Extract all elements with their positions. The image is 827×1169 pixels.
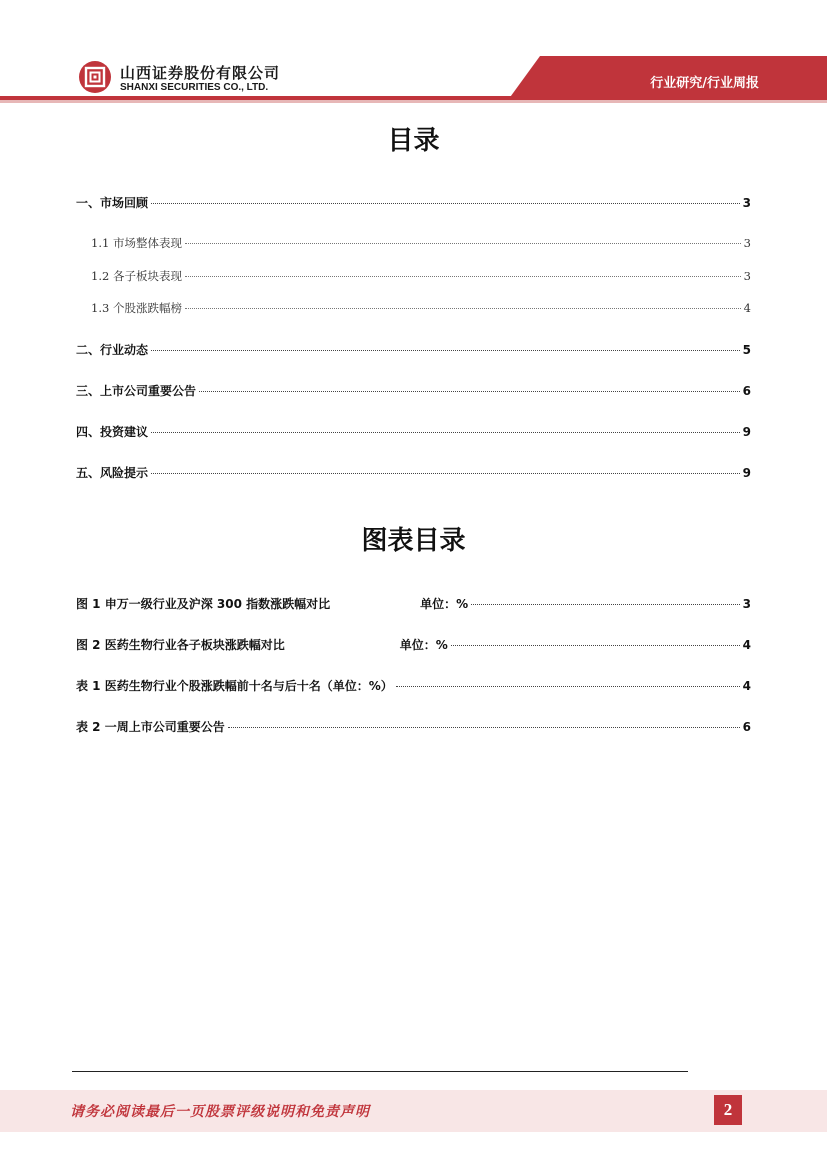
toc-entry-label: 1.1 市场整体表现 (91, 236, 182, 250)
table-entry-page: 4 (742, 679, 751, 693)
figure-entry-unit: 单位：% (420, 597, 469, 611)
report-category: 行业研究/行业周报 (650, 76, 759, 91)
figure-entry-unit: 单位：% (399, 638, 448, 652)
toc-subentry[interactable] (91, 235, 751, 251)
dot-leader (228, 727, 740, 728)
company-logo-icon (78, 60, 112, 94)
table-entry[interactable] (76, 677, 751, 694)
toc-entry-label: 1.3 个股涨跌幅榜 (91, 301, 182, 315)
dot-leader (151, 473, 740, 474)
figure-entry[interactable] (76, 595, 751, 612)
figure-entry-label: 图 2 医药生物行业各子板块涨跌幅对比 (76, 638, 285, 652)
toc-subentry[interactable] (91, 300, 751, 316)
toc-entry[interactable] (76, 464, 751, 481)
dot-leader (185, 243, 741, 244)
toc-entry-page: 6 (742, 384, 751, 398)
company-name-en: SHANXI SECURITIES CO., LTD. (120, 82, 269, 93)
toc-entry-page: 3 (743, 269, 751, 283)
dot-leader (199, 391, 740, 392)
toc-entry-page: 3 (743, 236, 751, 250)
dot-leader (471, 604, 739, 605)
figure-entry-page: 4 (742, 638, 751, 652)
figure-entry[interactable] (76, 636, 751, 653)
toc-entry[interactable] (76, 194, 751, 211)
page-number: 2 (714, 1095, 742, 1125)
toc-entry-label: 四、投资建议 (76, 425, 149, 439)
toc-entry[interactable] (76, 341, 751, 358)
page-header (0, 0, 827, 110)
toc-entry-page: 5 (742, 343, 751, 357)
table-entry[interactable] (76, 718, 751, 735)
figure-entry-page: 3 (742, 597, 751, 611)
toc-entry-label: 五、风险提示 (76, 466, 149, 480)
figures-toc-title: 图表目录 (361, 526, 466, 556)
toc-entry[interactable] (76, 382, 751, 399)
table-entry-label: 表 1 医药生物行业个股涨跌幅前十名与后十名（单位：%） (76, 679, 393, 693)
table-entry-page: 6 (742, 720, 751, 734)
toc-subentry[interactable] (91, 268, 751, 284)
figure-entry-label: 图 1 申万一级行业及沪深 300 指数涨跌幅对比 (76, 597, 331, 611)
toc-entry-label: 一、市场回顾 (76, 196, 149, 210)
dot-leader (451, 645, 740, 646)
toc-entry-page: 3 (742, 196, 751, 210)
toc-entry-page: 9 (742, 466, 751, 480)
toc-entry-page: 4 (743, 301, 751, 315)
disclaimer-notice: 请务必阅读最后一页股票评级说明和免责声明 (70, 1104, 370, 1120)
dot-leader (151, 432, 740, 433)
dot-leader (151, 350, 740, 351)
toc-entry[interactable] (76, 423, 751, 440)
toc-entry-label: 1.2 各子板块表现 (91, 269, 182, 283)
dot-leader (396, 686, 740, 687)
toc-entry-label: 三、上市公司重要公告 (76, 384, 197, 398)
company-name-cn: 山西证券股份有限公司 (120, 64, 281, 82)
toc-entry-label: 二、行业动态 (76, 343, 149, 357)
toc-title: 目录 (387, 126, 440, 156)
toc-entry-page: 9 (742, 425, 751, 439)
dot-leader (151, 203, 740, 204)
dot-leader (185, 308, 741, 309)
dot-leader (185, 276, 741, 277)
table-entry-label: 表 2 一周上市公司重要公告 (76, 720, 225, 734)
footer-divider (72, 1071, 688, 1072)
